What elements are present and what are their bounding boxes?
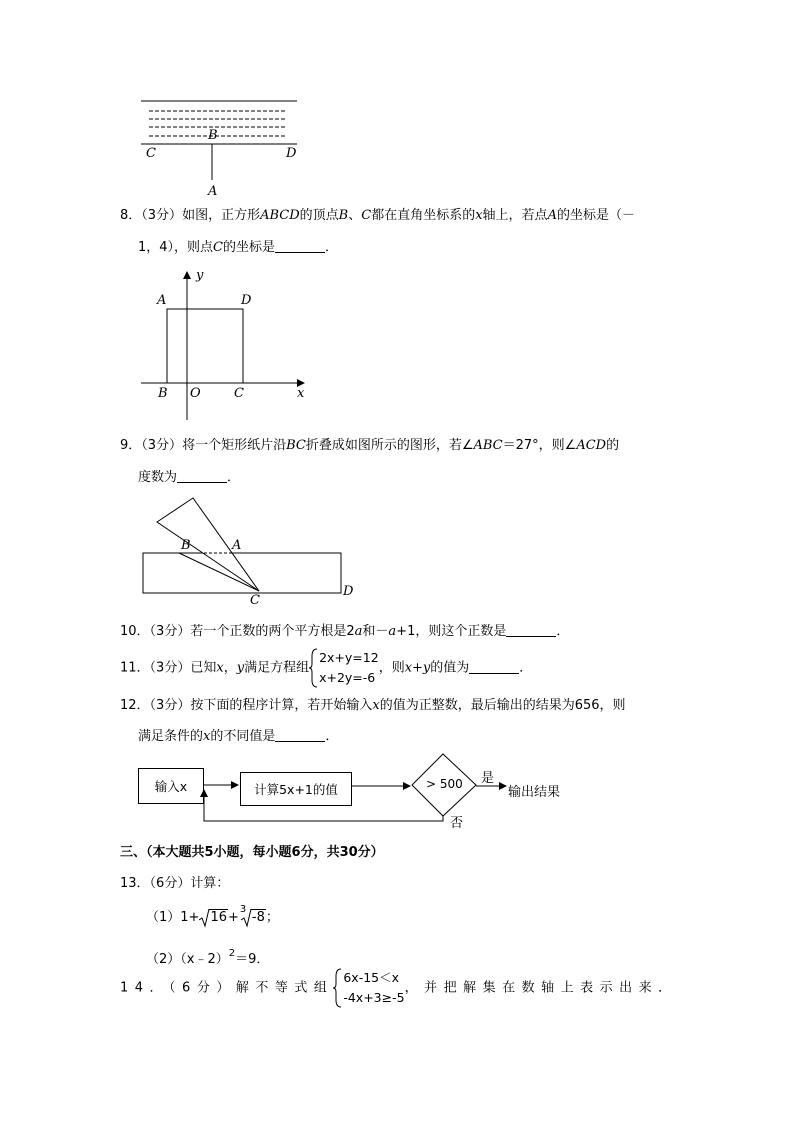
fig8-label-C: C [234,386,244,401]
fig9-folded-rectangle [135,490,350,600]
fig9-label-A: A [232,538,242,553]
fig7-label-B: B [208,128,218,143]
question-12-line2: 满足条件的x的不同值是 ． [138,729,339,744]
flow-output-label: 输出结果 [508,785,561,800]
fig7-diagram [135,95,305,200]
question-10: 10．（3分）若一个正数的两个平方根是2a和－a+1，则这个正数是 ． [120,624,570,639]
cube-root-radical: 3 -8 [239,906,266,930]
fig7-label-C: C [146,146,156,161]
fig8-label-O: O [190,386,201,401]
flow-arrows [200,750,530,830]
question-13-part2: （2）（x﹣2）$^2$＝9． [146,948,270,967]
radical-icon [239,908,252,928]
question-8-line2: 1，4），则点C的坐标是 ． [138,240,339,255]
fig8-label-D: D [241,293,252,308]
fig9-label-B: B [181,538,191,553]
question-12-line1: 12．（3分）按下面的程序计算，若开始输入x的值为正整数，最后输出的结果为656，则 [120,698,626,713]
question-11: 11．（3分）已知x，y满足方程组 2x+y=12 x+2y=-6 ，则x+y的值为 ． [120,648,532,689]
fig9-label-C: C [250,593,260,608]
flow-compute-box: 计算5x+1的值 [240,772,352,806]
sqrt-radical: 16 [199,906,228,930]
fig7-label-D: D [286,146,297,161]
fig8-label-A: A [157,293,167,308]
fig8-label-y: y [196,268,204,283]
question-13: 13．（6分）计算： [120,876,230,891]
fig7-label-A: A [208,184,218,199]
fig8-label-x: x [297,386,305,401]
answer-blank[interactable] [275,727,325,742]
brace-icon [309,648,318,688]
answer-blank[interactable] [275,238,325,253]
fig8-label-B: B [158,386,168,401]
question-9-line2: 度数为 ． [138,470,241,485]
answer-blank[interactable] [177,468,227,483]
question-8-line1: 8．（3分）如图，正方形ABCD的顶点B、C都在直角坐标系的x轴上，若点A的坐标是（－ [120,208,635,223]
flow-input-box: 输入x [138,768,204,804]
fig9-label-D: D [343,584,354,599]
answer-blank[interactable] [506,622,556,637]
flow-condition-label: > 500 [426,777,463,791]
equation-system: 2x+y=12 x+2y=-6 [309,648,379,688]
radical-icon [199,908,210,928]
question-14: 14．（6分）解不等式组 6x-15＜x -4x+3≥-5 ，并把解集在数轴上表示出来． [120,968,678,1009]
question-13-part1: （1）1+ 16+ 3 -8； [146,906,279,930]
fig8-square-axes [135,265,315,425]
flow-yes-label: 是 [481,771,495,786]
inequality-system: 6x-15＜x -4x+3≥-5 [333,968,404,1008]
flow-no-label: 否 [450,816,464,831]
section-3-title: 三、（本大题共5小题，每小题6分，共30分） [120,845,384,860]
brace-icon [333,968,342,1008]
answer-blank[interactable] [469,659,519,674]
question-9-line1: 9．（3分）将一个矩形纸片沿BC折叠成如图所示的图形，若∠ABC＝27°，则∠ACD的 [120,438,620,453]
